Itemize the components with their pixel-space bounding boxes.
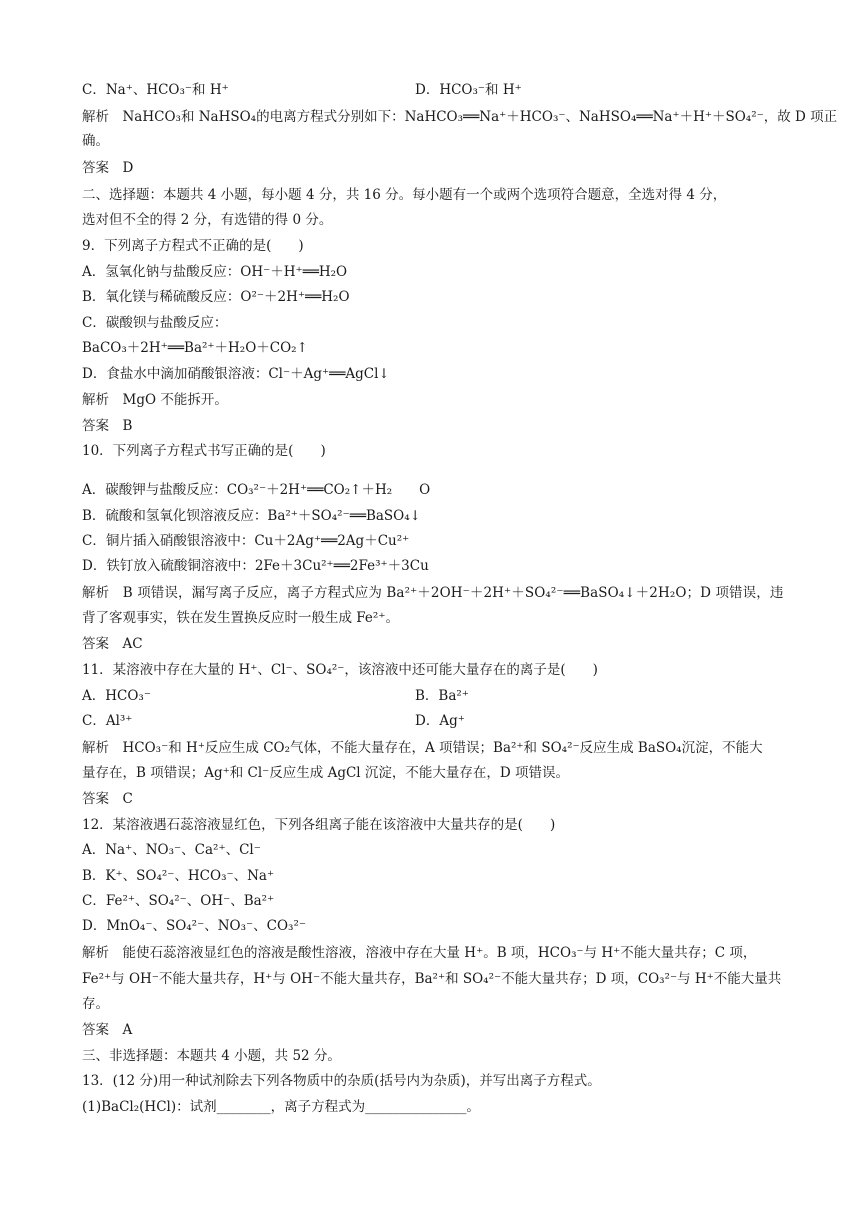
answer-line: 答案 D xyxy=(82,160,134,176)
option-line: A．氢氧化钠与盐酸反应：OH⁻＋H⁺══H₂O xyxy=(82,264,348,280)
option-line: C．铜片插入硝酸银溶液中：Cu＋2Ag⁺══2Ag＋Cu²⁺ xyxy=(82,533,410,549)
question-stem: 12．某溶液遇石蕊溶液显红色，下列各组离子能在该溶液中大量共存的是( ) xyxy=(82,817,556,833)
question-stem: 13．(12 分)用一种试剂除去下列各物质中的杂质(括号内为杂质)，并写出离子方程式。 xyxy=(82,1073,601,1089)
option-c: C．Na⁺、HCO₃⁻和 H⁺ xyxy=(82,82,229,98)
option-line: B．K⁺、SO₄²⁻、HCO₃⁻、Na⁺ xyxy=(82,868,275,884)
option-line: A．Na⁺、NO₃⁻、Ca²⁺、Cl⁻ xyxy=(82,842,261,858)
section-heading: 选对但不全的得 2 分，有选错的得 0 分。 xyxy=(82,212,333,228)
option-line: C．Fe²⁺、SO₄²⁻、OH⁻、Ba²⁺ xyxy=(82,893,275,909)
analysis-text: 确。 xyxy=(82,133,109,149)
section-heading: 三、非选择题：本题共 4 小题，共 52 分。 xyxy=(82,1048,341,1064)
analysis-text: 解析 NaHCO₃和 NaHSO₄的电离方程式分别如下：NaHCO₃══Na⁺＋HCO₃⁻、NaHSO₄══Na⁺＋H⁺＋SO₄²⁻，故 D 项正 xyxy=(82,109,838,125)
option-c: C．Al³⁺ xyxy=(82,713,133,729)
section-heading: 二、选择题：本题共 4 小题，每小题 4 分，共 16 分。每小题有一个或两个选项符合题意，全选对得 4 分， xyxy=(82,187,727,203)
question-stem: 11．某溶液中存在大量的 H⁺、Cl⁻、SO₄²⁻，该溶液中还可能大量存在的离子是( ) xyxy=(82,662,598,678)
analysis-text: 解析 HCO₃⁻和 H⁺反应生成 CO₂气体，不能大量存在，A 项错误；Ba²⁺和 SO₄²⁻反应生成 BaSO₄沉淀，不能大 xyxy=(82,740,763,756)
analysis-text: 存。 xyxy=(82,996,109,1012)
answer-line: 答案 C xyxy=(82,791,133,807)
option-d: D．HCO₃⁻和 H⁺ xyxy=(415,82,522,98)
analysis-text: 解析 能使石蕊溶液显红色的溶液是酸性溶液，溶液中存在大量 H⁺。B 项，HCO₃⁻与 H⁺不能大量共存；C 项， xyxy=(82,945,757,961)
option-line: D．铁钉放入硫酸铜溶液中：2Fe＋3Cu²⁺══2Fe³⁺＋3Cu xyxy=(82,558,429,574)
analysis-text: Fe²⁺与 OH⁻不能大量共存，H⁺与 OH⁻不能大量共存，Ba²⁺和 SO₄²⁻不能大量共存；D 项，CO₃²⁻与 H⁺不能大量共 xyxy=(82,971,782,987)
option-line xyxy=(82,711,782,731)
option-line: C．碳酸钡与盐酸反应： xyxy=(82,315,228,331)
question-stem: 9．下列离子方程式不正确的是( ) xyxy=(82,238,304,254)
analysis-text: 量存在，B 项错误；Ag⁺和 Cl⁻反应生成 AgCl 沉淀，不能大量存在，D 项错误。 xyxy=(82,765,570,781)
option-b: B．Ba²⁺ xyxy=(415,688,469,704)
option-line: D．MnO₄⁻、SO₄²⁻、NO₃⁻、CO₃²⁻ xyxy=(82,918,306,934)
option-line xyxy=(82,80,782,100)
option-a: A．HCO₃⁻ xyxy=(82,688,151,704)
question-subpart: (1)BaCl₂(HCl)：试剂________，离子方程式为_______________。 xyxy=(82,1099,480,1115)
analysis-text: 解析 B 项错误，漏写离子反应，离子方程式应为 Ba²⁺＋2OH⁻＋2H⁺＋SO₄²⁻══BaSO₄↓＋2H₂O；D 项错误，违 xyxy=(82,585,784,601)
analysis-text: 解析 MgO 不能拆开。 xyxy=(82,392,228,408)
option-line xyxy=(82,686,782,706)
option-d: D．Ag⁺ xyxy=(415,713,465,729)
option-line: D．食盐水中滴加硝酸银溶液：Cl⁻＋Ag⁺══AgCl↓ xyxy=(82,366,390,382)
option-line: B．硫酸和氢氧化钡溶液反应：Ba²⁺＋SO₄²⁻══BaSO₄↓ xyxy=(82,508,421,524)
question-stem: 10．下列离子方程式书写正确的是( ) xyxy=(82,443,326,459)
option-line: BaCO₃＋2H⁺══Ba²⁺＋H₂O＋CO₂↑ xyxy=(82,340,308,356)
option-line: B．氧化镁与稀硫酸反应：O²⁻＋2H⁺══H₂O xyxy=(82,289,350,305)
analysis-text: 背了客观事实，铁在发生置换反应时一般生成 Fe²⁺。 xyxy=(82,610,399,626)
answer-line: 答案 B xyxy=(82,418,133,434)
option-line: A．碳酸钾与盐酸反应：CO₃²⁻＋2H⁺══CO₂↑＋H₂ O xyxy=(82,482,431,498)
answer-line: 答案 AC xyxy=(82,636,143,652)
answer-line: 答案 A xyxy=(82,1022,133,1038)
